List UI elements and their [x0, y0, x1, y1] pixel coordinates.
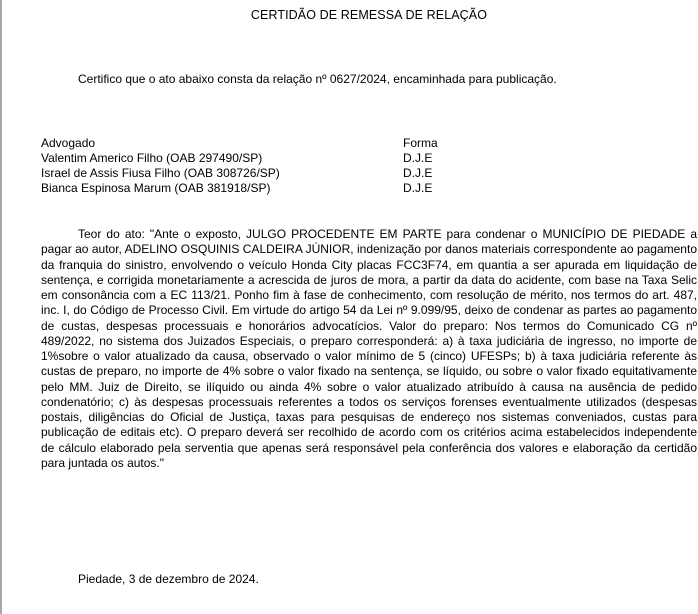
- lawyer-name: Israel de Assis Fiusa Filho (OAB 308726/SP): [41, 166, 280, 180]
- lawyers-table-header: [41, 136, 601, 151]
- header-advogado: Advogado: [41, 136, 96, 150]
- document-title: CERTIDÃO DE REMESSA DE RELAÇÃO: [250, 8, 488, 22]
- table-row: [41, 181, 601, 196]
- lawyer-form: D.J.E: [403, 151, 433, 165]
- table-row: [41, 151, 601, 166]
- page-left-border: [0, 0, 2, 614]
- lawyer-form: D.J.E: [403, 181, 433, 195]
- place-and-date: Piedade, 3 de dezembro de 2024.: [78, 572, 259, 586]
- lawyers-table: [41, 136, 601, 196]
- lawyer-form: D.J.E: [403, 166, 433, 180]
- act-content-paragraph: Teor do ato: "Ante o exposto, JULGO PROCEDENTE EM PARTE para condenar o MUNICÍPIO DE PIEDADE a pagar ao autor, ADELINO OSQUINIS CALDEIRA JÚNIOR, indenização por danos materiais correspondente ao pagamento da franquia do sinistro, envolvendo o veículo Honda City placas FCC3F74, em quantia a ser apurada em liquidação de sentença, e corrigida monetariamente a acrescida de juros de mora, a partir da data do acidente, com base na Taxa Selic em consonância com a EC 113/21. Ponho fim à fase de conhecimento, com resolução de mérito, nos termos do art. 487, inc. I, do Código de Processo Civil. Em virtude do artigo 54 da Lei nº 9.099/95, deixo de condenar as partes ao pagamento de custas, despesas processuais e honorários advocatícios. Valor do preparo: Nos termos do Comunicado CG nº 489/2022, no sistema dos Juizados Especiais, o preparo corresponderá: a) à taxa judiciária de ingresso, no importe de 1%sobre o valor atualizado da causa, observado o valor mínimo de 5 (cinco) UFESPs; b) à taxa judiciária referente às custas de preparo, no importe de 4% sobre o valor fixado na sentença, se líquido, ou sobre o valor fixado equitativamente pelo MM. Juiz de Direito, se ilíquido ou ainda 4% sobre o valor atualizado atribuído à causa na ausência de pedido condenatório; c) às despesas processuais referentes a todos os serviços forenses eventualmente utilizados (despesas postais, diligências do Oficial de Justiça, taxas para pesquisas de endereço nos sistemas conveniados, custas para publicação de editais etc). O preparo deverá ser recolhido de acordo com os critérios acima estabelecidos independente de cálculo elaborado pela serventia que apenas será responsável pela conferência dos valores e elaboração da certidão para juntada os autos.": [41, 227, 697, 470]
- lawyer-name: Bianca Espinosa Marum (OAB 381918/SP): [41, 181, 271, 195]
- lawyer-name: Valentim Americo Filho (OAB 297490/SP): [41, 151, 263, 165]
- table-row: [41, 166, 601, 181]
- certification-statement: Certifico que o ato abaixo consta da relação nº 0627/2024, encaminhada para publicação.: [78, 72, 557, 86]
- header-forma: Forma: [403, 136, 438, 150]
